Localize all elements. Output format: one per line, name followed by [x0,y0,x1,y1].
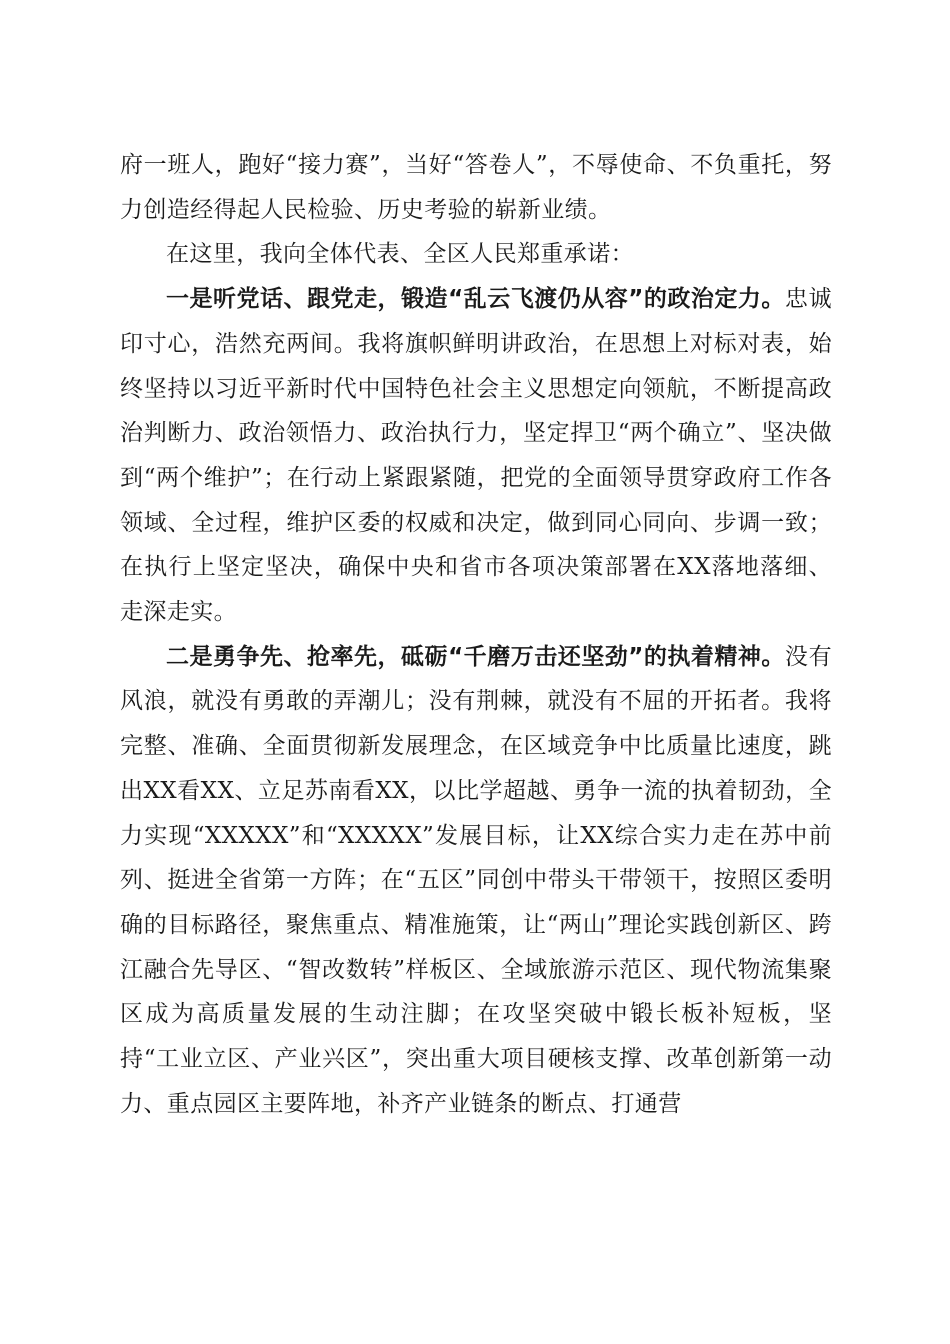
paragraph-text: 忠诚印寸心，浩然充两间。我将旗帜鲜明讲政治，在思想上对标对表，始终坚持以习近平新时代中国特色社会主义思想定向领航，不断提高政治判断力、政治领悟力、政治执行力，坚定捍卫“两个确立”、坚决做到“两个维护”；在行动上紧跟紧随，把党的全面领导贯穿政府工作各领域、全过程，维护区委的权威和决定，做到同心同向、步调一致；在执行上坚定坚决，确保中央和省市各项决策部署在XX落地落细、走深走实。 [120,286,832,626]
paragraph-lead-heading: 一是听党话、跟党走，锻造“乱云飞渡仍从容”的政治定力。 [166,286,785,313]
paragraph-continuation [120,143,832,232]
paragraph-commitment-two [120,635,832,1127]
paragraph-commitment-one [120,277,832,635]
document-body [120,143,832,1126]
paragraph-commitment-intro [120,232,832,277]
paragraph-text: 没有风浪，就没有勇敢的弄潮儿；没有荆棘，就没有不屈的开拓者。我将完整、准确、全面贯彻新发展理念，在区域竞争中比质量比速度，跳出XX看XX、立足苏南看XX，以比学超越、勇争一流的执着韧劲，全力实现“XXXXX”和“XXXXX”发展目标，让XX综合实力走在苏中前列、挺进全省第一方阵；在“五区”同创中带头干带领干，按照区委明确的目标路径，聚焦重点、精准施策，让“两山”理论实践创新区、跨江融合先导区、“智改数转”样板区、全域旅游示范区、现代物流集聚区成为高质量发展的生动注脚；在攻坚突破中锻长板补短板，坚持“工业立区、产业兴区”，突出重大项目硬核支撑、改革创新第一动力、重点园区主要阵地，补齐产业链条的断点、打通营 [120,643,832,1117]
paragraph-text: 府一班人，跑好“接力赛”，当好“答卷人”，不辱使命、不负重托，努力创造经得起人民检验、历史考验的崭新业绩。 [120,152,832,223]
paragraph-lead-heading: 二是勇争先、抢率先，砥砺“千磨万击还坚劲”的执着精神。 [166,643,785,670]
paragraph-text: 在这里，我向全体代表、全区人民郑重承诺： [166,241,634,268]
